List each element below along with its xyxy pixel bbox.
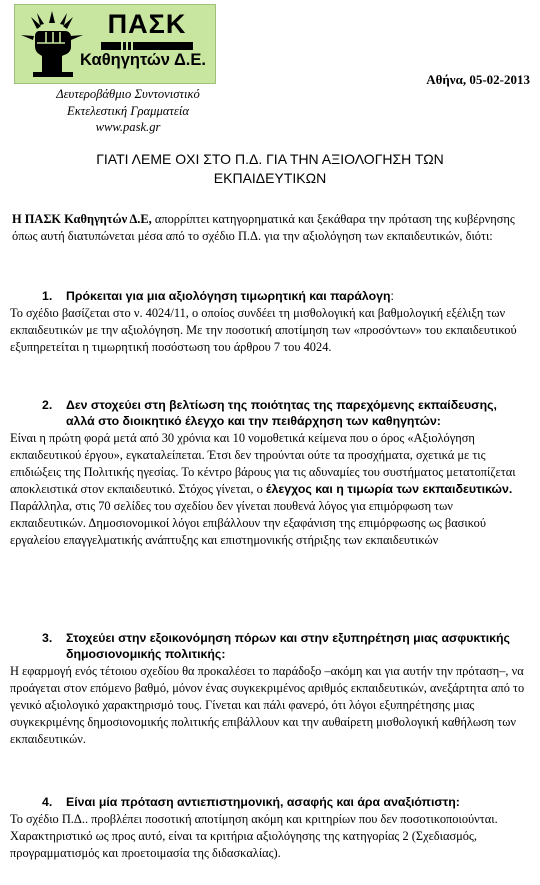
org-line-1: Δευτεροβάθμιο Συντονιστικό [56,87,200,101]
section-2-heading [10,397,530,429]
document-title [20,150,520,188]
section-3-number: 3. [42,631,53,645]
section-1-heading [10,288,530,304]
document-date: Αθήνα, 05-02-2013 [426,72,530,87]
logo-title: ΠΑΣΚ [107,9,187,39]
section-2-body-bold: έλεγχος και η τιμωρία των εκπαιδευτικών. [265,482,513,497]
organization-block [30,86,226,136]
section-3 [10,630,530,748]
logo-divider-bars [101,41,193,51]
section-2-body-after: Παράλληλα, στις 70 σελίδες του σχεδίου δεν γίνεται πουθενά λόγος για επιμόρφωση των εκπαιδευτικών. Δημοσιονομικοί λόγοι επιβάλλουν την εξαφάνιση της επιμόρφωσης ως βασικού εργαλείου επαγγελματικής ανάπτυξης και επιστημονικής στήριξης των εκπαιδευτικών [10,499,486,548]
section-2-body-before: Είναι η πρώτη φορά μετά από 30 χρόνια και 10 νομοθετικά κείμενα που ο όρος «Αξιολόγηση εκπαιδευτικού έργου», εγκαταλείπεται. Έτσι δεν τηρούνται ούτε τα προσχήματα, σχετικά με τις επιδιώξεις της Πολιτικής ηγεσίας. Το κέντρο βάρους για τις αδυναμίες του συστήματος μετατοπίζεται αποκλειστικά στον εκπαιδευτικό. Στόχος γίνεται, ο [10,431,516,497]
section-1-body: Το σχέδιο βασίζεται στο ν. 4024/11, ο οποίος συνδέει τη μισθολογική και βαθμολογική εξέλιξη των εκπαιδευτικών με την αξιολόγηση. Με την ποσοτική αποτίμηση των «προσόντων» του εκπαιδευτικού εξυπηρετείται η τιμωρητική ποσόστωση του άρθρου 7 του 4024. [10,306,517,355]
intro-paragraph [12,211,528,245]
section-4-number: 4. [42,795,53,809]
section-4 [10,794,530,862]
section-4-heading [10,794,530,810]
section-2-heading-text: Δεν στοχεύει στη βελτίωση της ποιότητας της παρεχόμενης εκπαίδευσης, αλλά στο διοικητικό έλεγχο και την πειθάρχηση των καθηγητών: [66,398,497,429]
section-2 [10,397,530,549]
logo-subtitle: Καθηγητών Δ.Ε. [80,51,206,69]
section-4-heading-text: Είναι μία πρόταση αντιεπιστημονική, ασαφής και άρα αναξιόπιστη: [66,795,460,809]
section-1-heading-colon: : [390,289,394,303]
section-1-number: 1. [42,289,53,303]
section-2-number: 2. [42,398,53,412]
title-line-1: ΓΙΑΤΙ ΛΕΜΕ ΟΧΙ ΣΤΟ Π.Δ. ΓΙΑ ΤΗΝ ΑΞΙΟΛΟΓΗΣΗ ΤΩΝ [96,151,444,167]
section-4-body: Το σχέδιο Π.Δ.. προβλέπει ποσοτική αποτίμηση ακόμη και κριτηρίων που δεν ποσοτικοποιούνται. Χαρακτηριστικό ως προς αυτό, είναι τα κριτήρια αξιολόγησης της κατηγορίας 2 (Σχεδιασμός, προγραμματισμός και προετοιμασία της διδασκαλίας). [10,812,498,861]
section-1 [10,288,530,356]
org-line-2: Εκτελεστική Γραμματεία [67,103,189,118]
org-website: www.pask.gr [95,120,161,134]
title-line-2: ΕΚΠΑΙΔΕΥΤΙΚΩΝ [213,170,327,186]
section-3-heading [10,630,530,662]
section-2-body [10,430,530,549]
intro-lead: Η ΠΑΣΚ Καθηγητών Δ.Ε, [12,212,152,226]
pask-logo [14,4,216,84]
section-3-body: Η εφαρμογή ενός τέτοιου σχεδίου θα προκαλέσει το παράδοξο –ακόμη και για αυτήν την πρόταση–, να προάγεται στον επόμενο βαθμό, μόνον ένας συγκεκριμένος αριθμός εκπαιδευτικών, ανεξάρτητα από το γενικό αξιολογικό χαρακτηρισμό τους. Γίνεται και πάλι φανερό, ότι λόγοι εξυπηρέτησης μιας συγκεκριμένης δημοσιονομικής πολιτικής επιβάλλουν και την αυθαίρετη μισθολογική καθήλωση των εκπαιδευτικών. [10,664,525,747]
section-1-heading-text: Πρόκειται για μια αξιολόγηση τιμωρητική και παράλογη [66,289,391,303]
section-3-heading-text: Στοχεύει στην εξοικονόμηση πόρων και στην εξυπηρέτηση μιας ασφυκτικής δημοσιονομικής πολιτικής: [66,631,510,662]
intro-text: απορρίπτει κατηγορηματικά και ξεκάθαρα την πρόταση της κυβέρνησης όπως αυτή διατυπώνεται μέσα από το σχέδιο Π.Δ. για την αξιολόγηση των εκπαιδευτικών, διότι: [12,212,515,243]
